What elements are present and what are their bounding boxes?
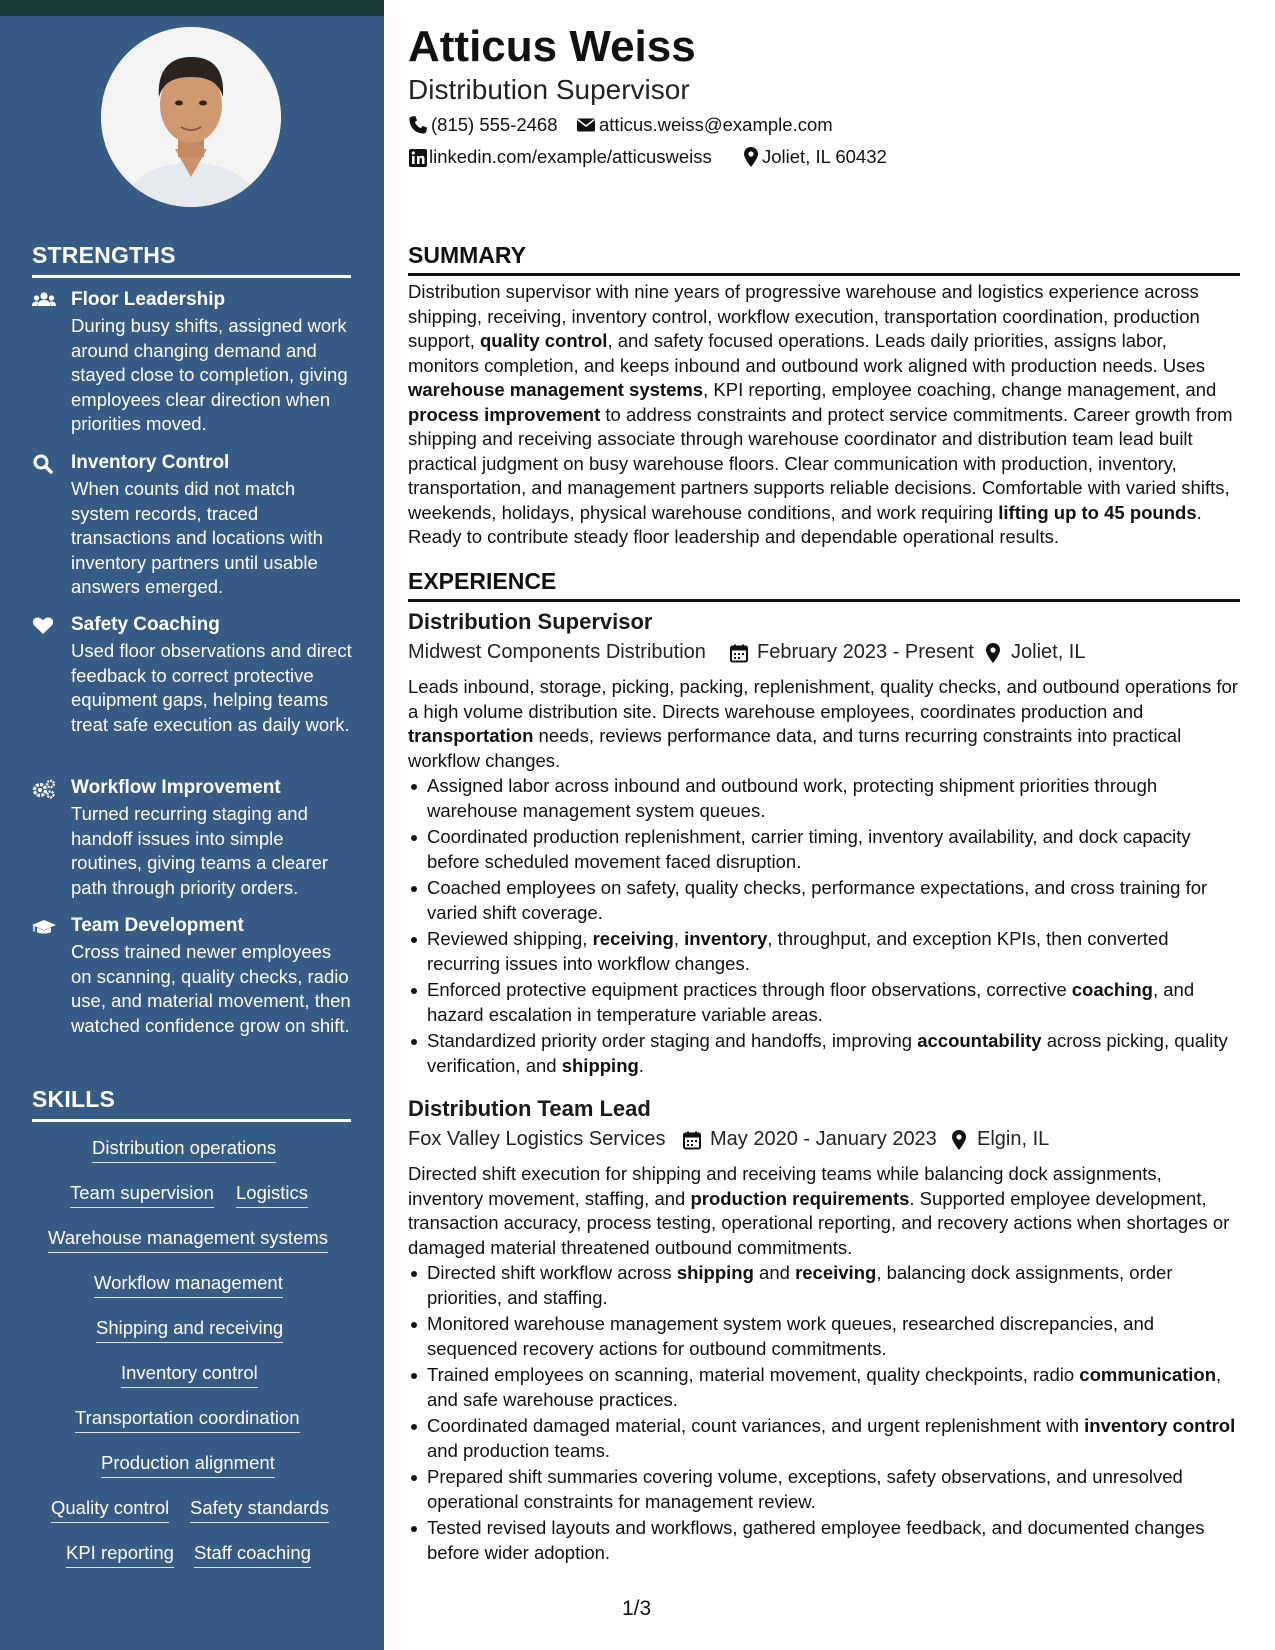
emphasis-text: inventory control	[1084, 1415, 1236, 1436]
job-dates: February 2023 - Present	[757, 641, 974, 663]
graduation-cap-icon	[32, 917, 56, 939]
job-company: Fox Valley Logistics Services	[408, 1128, 666, 1150]
text-segment: Prepared shift summaries covering volume, exceptions, safety observations, and unresolved operational constraints for management review.	[427, 1466, 1183, 1512]
emphasis-text: process improvement	[408, 403, 601, 425]
strength-item	[32, 289, 352, 434]
users-icon	[32, 291, 56, 313]
strength-item	[32, 452, 352, 597]
text-segment: , balancing dock assignments, order priorities, and staffing.	[427, 1262, 1173, 1308]
text-segment: Leads inbound, storage, picking, packing, replenishment, quality checks, and outbound operations for a high volume distribution site. Directs warehouse employees, coordinates production and	[408, 676, 1238, 722]
job-company: Midwest Components Distribution	[408, 641, 706, 663]
linkedin-text: linkedin.com/example/atticusweiss	[429, 146, 712, 167]
emphasis-text: shipping	[561, 1054, 639, 1076]
skill-tag: Safety standards	[190, 1497, 329, 1523]
skill-tag: Warehouse management systems	[48, 1227, 328, 1253]
job-title: Distribution Team Lead	[408, 1096, 651, 1121]
strength-title: Inventory Control	[71, 452, 230, 473]
strength-description: Turned recurring staging and handoff issues into simple routines, giving teams a clearer path through priority orders.	[71, 803, 329, 898]
bullet-item	[408, 927, 1240, 976]
bullet-item	[408, 1414, 1240, 1463]
skill-tag: Inventory control	[121, 1362, 258, 1388]
text-segment: , KPI reporting, employee coaching, change management, and	[703, 379, 1217, 400]
emphasis-text: production requirements	[690, 1187, 910, 1209]
bullet-item	[408, 1516, 1240, 1565]
strength-title: Floor Leadership	[71, 289, 226, 310]
strengths-heading: STRENGTHS	[32, 242, 351, 278]
job-location: Elgin, IL	[977, 1128, 1050, 1150]
text-segment: to address constraints and protect service commitments. Career growth from shipping and receiving associate through warehouse coordinator and distribution team lead built practical judgment on busy warehouse floors. Clear communication with production, inventory, transportation, and management partners supports reliable decisions. Comfortable with varied shifts, weekends, holidays, physical warehouse conditions, and work requiring	[408, 403, 1233, 523]
page-number: 1/3	[622, 1597, 652, 1620]
calendar-icon	[682, 1130, 702, 1150]
phone-text: (815) 555-2468	[431, 114, 558, 135]
emphasis-text: transportation	[408, 725, 534, 746]
skill-tag: Transportation coordination	[75, 1407, 300, 1433]
emphasis-text: quality control	[480, 330, 608, 351]
text-segment: Coordinated damaged material, count variances, and urgent replenishment with	[427, 1415, 1085, 1436]
text-segment: ,	[673, 928, 685, 949]
bullet-item	[408, 1363, 1240, 1412]
bullet-item	[408, 1465, 1240, 1514]
text-segment: needs, reviews performance data, and turns recurring constraints into practical workflow changes.	[408, 725, 1182, 771]
text-segment: Standardized priority order staging and handoffs, improving	[427, 1030, 918, 1051]
linkedin-icon	[408, 148, 428, 168]
job-location: Joliet, IL	[1011, 641, 1086, 663]
text-segment: Directed shift execution for shipping and receiving teams while balancing dock assignments, inventory movement, staffing, and	[408, 1163, 1162, 1209]
calendar-icon	[729, 643, 749, 663]
text-segment: , and safety focused operations. Leads daily priorities, assigns labor, monitors completion, and keeps inbound and outbound work aligned with production needs. Uses	[408, 330, 1206, 376]
bullet-item	[408, 876, 1240, 925]
job-bullets	[408, 774, 1240, 1080]
gears-icon	[32, 779, 56, 801]
job-dates: May 2020 - January 2023	[710, 1128, 937, 1150]
job-title: Distribution Supervisor	[408, 609, 653, 634]
emphasis-text: communication	[1079, 1364, 1217, 1385]
bullet-item	[408, 978, 1240, 1027]
text-segment: Coached employees on safety, quality checks, performance expectations, and cross training for varied shift coverage.	[427, 877, 1208, 923]
text-segment: Enforced protective equipment practices through floor observations, corrective	[427, 979, 1072, 1000]
job-bullets	[408, 1261, 1240, 1567]
map-pin-icon	[741, 146, 761, 166]
emphasis-text: receiving	[795, 1262, 877, 1283]
skill-tag: KPI reporting	[66, 1542, 174, 1568]
job-description	[408, 1162, 1240, 1260]
emphasis-text: warehouse management systems	[408, 379, 704, 400]
skill-tag: Workflow management	[94, 1272, 283, 1298]
text-segment: Tested revised layouts and workflows, gathered employee feedback, and documented changes before wider adoption.	[427, 1517, 1205, 1563]
search-icon	[32, 454, 56, 476]
emphasis-text: inventory	[684, 928, 768, 949]
text-segment: across picking, quality verification, and	[427, 1030, 1228, 1076]
text-segment: Trained employees on scanning, material movement, quality checkpoints, radio	[427, 1364, 1080, 1385]
strength-description: Cross trained newer employees on scanning, quality checks, radio use, and material movement, then watched confidence grow on shift.	[71, 941, 351, 1036]
bullet-item	[408, 774, 1240, 823]
bullet-item	[408, 1029, 1240, 1078]
map-pin-icon	[949, 1129, 969, 1149]
text-segment: Assigned labor across inbound and outbound work, protecting shipment priorities through warehouse management system queues.	[427, 775, 1158, 821]
bullet-item	[408, 1261, 1240, 1310]
strength-title: Safety Coaching	[71, 614, 220, 635]
skill-tag: Shipping and receiving	[96, 1317, 283, 1343]
email-text: atticus.weiss@example.com	[599, 114, 833, 135]
text-segment: Reviewed shipping,	[427, 928, 593, 949]
top-accent-bar	[0, 0, 384, 16]
text-segment: , throughput, and exception KPIs, then converted recurring issues into workflow changes.	[427, 928, 1169, 974]
strength-description: Used floor observations and direct feedback to correct protective equipment gaps, helping teams treat safe execution as daily work.	[71, 640, 352, 735]
text-segment: Distribution supervisor with nine years of progressive warehouse and logistics experience across shipping, receiving, inventory control, workflow execution, transportation coordination, production support,	[408, 281, 1200, 351]
strength-title: Workflow Improvement	[71, 777, 281, 798]
emphasis-text: coaching	[1071, 979, 1153, 1000]
text-segment: .	[638, 1054, 644, 1076]
map-pin-icon	[983, 642, 1003, 662]
location-text: Joliet, IL 60432	[762, 146, 887, 167]
bullet-item	[408, 1312, 1240, 1361]
profile-photo	[101, 27, 281, 207]
summary-heading: SUMMARY	[408, 242, 1240, 276]
text-segment: , and hazard escalation in temperature variable areas.	[427, 979, 1195, 1025]
strength-item	[32, 915, 352, 1040]
text-segment: and	[753, 1262, 796, 1283]
phone-icon	[408, 115, 428, 135]
skill-tag: Staff coaching	[194, 1542, 311, 1568]
emphasis-text: accountability	[917, 1030, 1042, 1051]
text-segment: . Ready to contribute steady floor leadership and dependable operational results.	[408, 501, 1202, 547]
strength-description: When counts did not match system records, traced transactions and locations with inventory partners until usable answers emerged.	[71, 478, 323, 597]
strength-item	[32, 614, 352, 739]
strength-description: During busy shifts, assigned work around changing demand and stayed close to completion, giving employees clear direction when priorities moved.	[71, 315, 348, 434]
skill-tag: Distribution operations	[92, 1137, 276, 1163]
experience-heading: EXPERIENCE	[408, 568, 1240, 602]
bullet-item	[408, 825, 1240, 874]
envelope-icon	[576, 115, 596, 135]
skill-tag: Logistics	[236, 1182, 308, 1208]
skill-tag: Production alignment	[101, 1452, 275, 1478]
job-description	[408, 675, 1240, 773]
candidate-name: Atticus Weiss	[408, 22, 696, 71]
text-segment: Monitored warehouse management system work queues, researched discrepancies, and sequenced recovery actions for outbound commitments.	[427, 1313, 1155, 1359]
candidate-role: Distribution Supervisor	[408, 74, 690, 105]
text-segment: , and safe warehouse practices.	[427, 1364, 1222, 1410]
text-segment: and production teams.	[427, 1439, 611, 1461]
text-segment: Directed shift workflow across	[427, 1262, 677, 1283]
summary-text	[408, 280, 1240, 550]
skill-tag: Team supervision	[70, 1182, 214, 1208]
skill-tag: Quality control	[51, 1497, 169, 1523]
heart-icon	[32, 616, 56, 638]
strength-title: Team Development	[71, 915, 244, 936]
text-segment: Coordinated production replenishment, carrier timing, inventory availability, and dock capacity before scheduled movement faced disruption.	[427, 826, 1191, 872]
emphasis-text: receiving	[592, 928, 674, 949]
strength-item	[32, 777, 352, 898]
emphasis-text: shipping	[676, 1262, 754, 1283]
text-segment: . Supported employee development, transaction accuracy, process testing, operational reporting, and recovery actions when shortages or damaged material threatened outbound commitments.	[408, 1187, 1230, 1258]
skills-heading: SKILLS	[32, 1086, 351, 1122]
emphasis-text: lifting up to 45 pounds	[998, 501, 1197, 523]
